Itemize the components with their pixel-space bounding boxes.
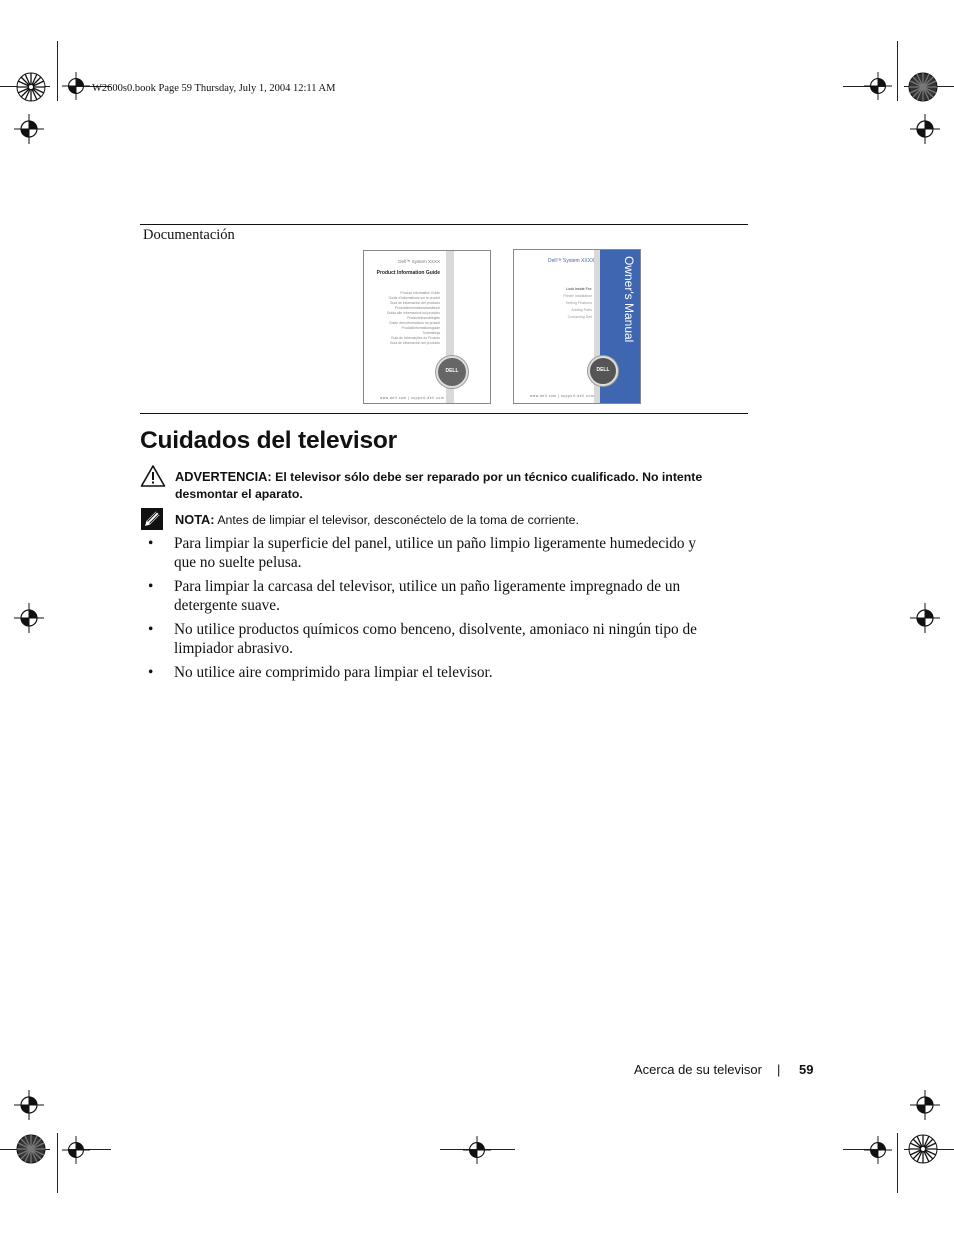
page-number: 59 xyxy=(799,1062,814,1077)
list-item-text: Para limpiar la superficie del panel, utilice un paño limpio ligeramente humedecido y que no suelte pelusa. xyxy=(174,535,697,571)
crop-mark xyxy=(57,41,58,101)
note-notice xyxy=(175,511,735,529)
thumbnail-line: Setting Features xyxy=(565,301,592,305)
registration-target-icon xyxy=(14,114,44,144)
product-information-guide-thumbnail xyxy=(363,250,491,404)
starburst-target-icon xyxy=(908,72,938,102)
cleaning-instructions-list xyxy=(148,535,708,689)
list-item-text: No utilice aire comprimido para limpiar el televisor. xyxy=(174,664,493,681)
registration-target-icon xyxy=(14,603,44,633)
thumbnail-line: Guía de información del producto xyxy=(389,341,440,345)
footer-separator: | xyxy=(777,1062,781,1077)
thumbnail-line: Look Inside For: xyxy=(566,287,592,291)
thumb2-logo-text: DELL xyxy=(596,367,610,373)
note-label: NOTA: xyxy=(175,512,215,527)
list-item xyxy=(148,578,708,615)
list-item-text: No utilice productos químicos como benceno, disolvente, amoniaco ni ningún tipo de limpiador abrasivo. xyxy=(174,621,697,657)
bullet-icon: • xyxy=(148,578,154,595)
bullet-icon: • xyxy=(148,664,154,681)
starburst-target-icon xyxy=(16,72,46,102)
thumb2-brand: Dell™ System XXXX xyxy=(548,258,595,264)
warning-label: ADVERTENCIA: xyxy=(175,469,272,484)
table-top-rule xyxy=(140,224,748,225)
thumbnail-line: Guide des informations du produit xyxy=(389,321,440,325)
starburst-target-icon xyxy=(16,1134,46,1164)
list-item xyxy=(148,535,708,572)
registration-target-icon xyxy=(463,1136,491,1164)
registration-target-icon xyxy=(910,114,940,144)
footer-section-name: Acerca de su televisor xyxy=(634,1062,762,1077)
starburst-target-icon xyxy=(908,1134,938,1164)
crop-mark xyxy=(57,1133,58,1193)
registration-target-icon xyxy=(910,603,940,633)
thumb1-title: Product Information Guide xyxy=(376,270,440,276)
thumb2-contents-list xyxy=(563,286,592,321)
note-pencil-icon xyxy=(141,508,163,530)
bullet-icon: • xyxy=(148,621,154,638)
table-label: Documentación xyxy=(143,227,235,243)
note-text: Antes de limpiar el televisor, desconéctelo de la toma de corriente. xyxy=(217,513,579,527)
thumb1-logo-text: DELL xyxy=(445,368,459,374)
slug-line: W2600s0.book Page 59 Thursday, July 1, 2004 12:11 AM xyxy=(92,83,336,94)
thumb2-url: www.dell.com | support.dell.com xyxy=(530,394,595,398)
list-item xyxy=(148,621,708,658)
thumbnail-line: Tuotetietoja xyxy=(422,331,440,335)
warning-text: El televisor sólo debe ser reparado por un técnico cualificado. No intente desmontar el aparato. xyxy=(175,470,703,501)
thumb1-brand: Dell™ System XXXX xyxy=(398,259,440,264)
warning-notice xyxy=(175,468,715,503)
section-heading: Cuidados del televisor xyxy=(140,427,398,454)
registration-target-icon xyxy=(910,1090,940,1120)
thumbnail-line: Printer Installation xyxy=(563,294,592,298)
registration-target-icon xyxy=(14,1090,44,1120)
list-item xyxy=(148,664,708,683)
registration-target-icon xyxy=(864,72,892,100)
owners-manual-thumbnail xyxy=(513,249,641,404)
thumbnail-line: Produktinformationsguide xyxy=(401,326,440,330)
crop-mark xyxy=(897,41,898,101)
thumbnail-line: Guía de información del producto xyxy=(389,301,440,305)
thumb1-url: www.dell.com | support.dell.com xyxy=(380,396,445,400)
thumbnail-line: Guia de Informações do Produto xyxy=(390,336,440,340)
registration-target-icon xyxy=(62,1136,90,1164)
thumb1-language-list xyxy=(387,291,440,346)
registration-target-icon xyxy=(62,72,90,100)
table-bottom-rule xyxy=(140,413,748,414)
thumbnail-line: Contacting Dell xyxy=(567,315,592,319)
thumbnail-line: Produktinformationshandbuch xyxy=(394,306,440,310)
thumbnail-line: Adding Parts xyxy=(571,308,592,312)
thumbnail-line: Guida alle informazioni sul prodotto xyxy=(386,311,440,315)
thumbnail-line: Productinformatiegids xyxy=(407,316,440,320)
list-item-text: Para limpiar la carcasa del televisor, utilice un paño ligeramente impregnado de un detergente suave. xyxy=(174,578,681,614)
thumbnail-line: Product Information Guide xyxy=(400,291,440,295)
warning-triangle-icon xyxy=(140,464,166,488)
crop-mark xyxy=(897,1133,898,1193)
bullet-icon: • xyxy=(148,535,154,552)
thumbnail-line: Guide d'informations sur le produit xyxy=(388,296,440,300)
thumb2-title: Owner's Manual xyxy=(622,256,636,343)
registration-target-icon xyxy=(864,1136,892,1164)
